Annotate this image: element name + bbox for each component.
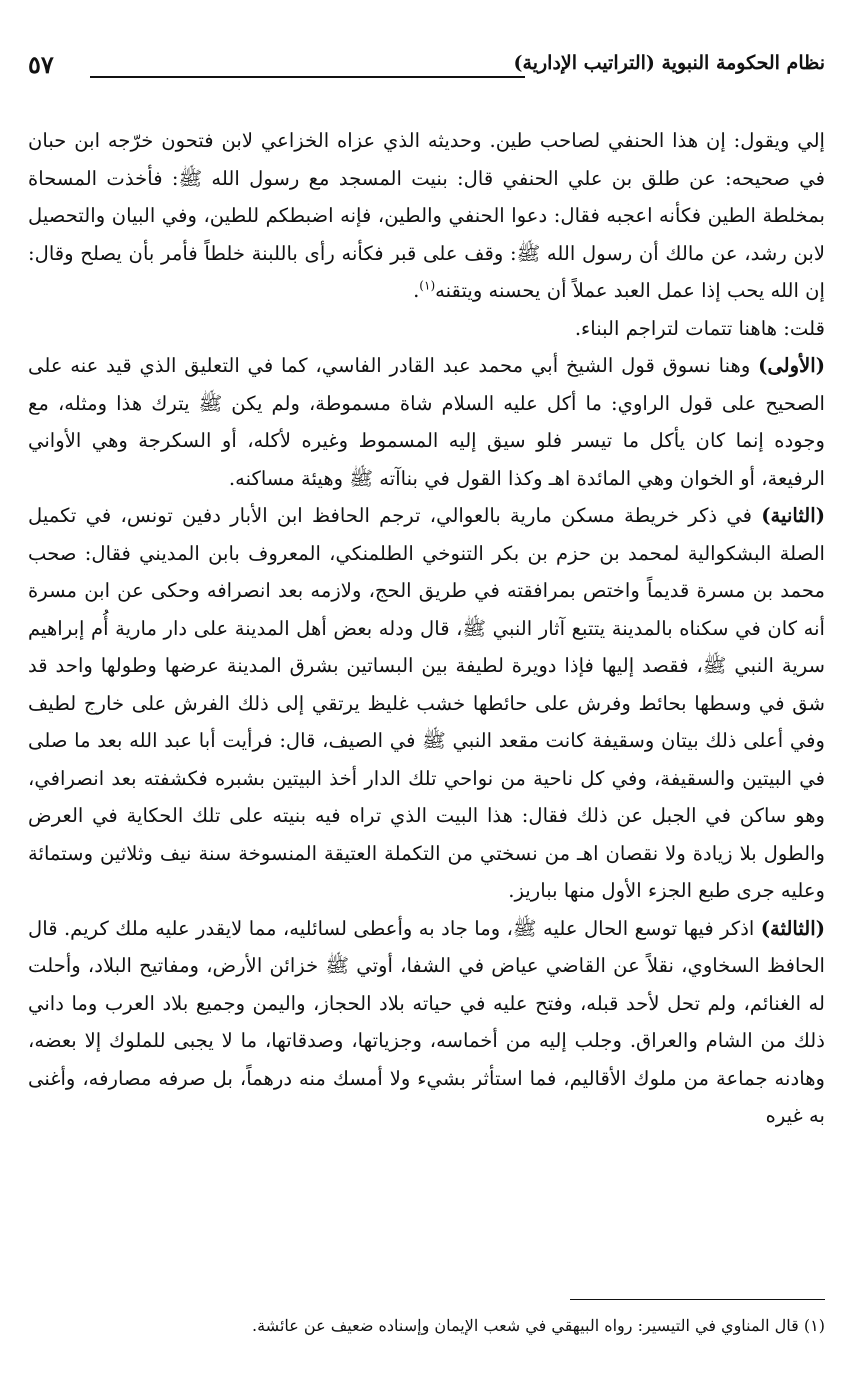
body-text: [28, 122, 825, 1135]
paragraph-3: [28, 347, 825, 497]
running-header: [28, 52, 825, 86]
paragraph-4-text: في ذكر خريطة مسكن مارية بالعوالي، ترجم الحافظ ابن الأبار دفين تونس، في تكميل الصلة البشكوالية لمحمد بن حزم بن بكر التنوخي الطلمنكي، المعروف بابن المديني فقال: صحب محمد بن مسرة قديماً واختص بمرافقته في طريق الحج، ولازمه بعد انصرافه وحكى عن ابن مسرة أنه كان في سكناه بالمدينة يتتبع آثار النبي ﷺ، قال ودله بعض أهل المدينة على دار مارية أُم إبراهيم سرية النبي ﷺ، فقصد إليها فإذا دويرة لطيفة بين البساتين بشرق المدينة عرضها وطولها واحد قد شق في وسطها بحائط وفرش على حائطها خشب غليظ يرتقي إلى ذلك الفرش على خارج لطيف وفي أعلى ذلك بيتان وسقيفة كانت مقعد النبي ﷺ في الصيف، قال: فرأيت أبا عبد الله بعد ما صلى في البيتين والسقيفة، وفي كل ناحية من نواحي تلك الدار أخذ البيتين بشبره فكشفته بعد انصرافي، وهو ساكن في الجبل عن ذلك فقال: هذا البيت الذي تراه فيه بنيته على تلك الحكاية في العرض والطول بلا زيادة ولا نقصان اهـ من نسختي من التكملة العتيقة المنسوخة سنة نيف وثلاثين وستمائة وعليه جرى طبع الجزء الأول منها بباريز.: [28, 504, 825, 902]
paragraph-2-text: قلت: هاهنا تتمات لتراجم البناء.: [574, 316, 825, 340]
paragraph-5: [28, 910, 825, 1135]
header-rule: [90, 76, 525, 78]
paragraph-2: [28, 310, 825, 348]
footnote-reference[interactable]: (١): [419, 278, 436, 293]
footnote-separator: [570, 1299, 825, 1300]
paragraph-3-lead: (الأولى): [758, 354, 825, 377]
paragraph-4-lead: (الثانية): [761, 504, 825, 527]
paragraph-1-tail: .: [413, 279, 420, 302]
paragraph-5-lead: (الثالثة): [760, 916, 825, 940]
paragraph-5-text: اذكر فيها توسع الحال عليه ﷺ، وما جاد به وأعطى لسائليه، مما لايقدر عليه ملك كريم. قال الحافظ السخاوي، نقلاً عن القاضي عياض في الشفا، أوتي ﷺ خزائن الأرض، ومفاتيح البلاد، وأحلت له الغنائم، ولم تحل لأحد قبله، وفتح عليه في حياته بلاد الحجاز، واليمن وجميع بلاد العرب وما داني ذلك من الشام والعراق. وجلب إليه من أخماسه، وجزياتها، وصدقاتها، ما لا يجبى للملوك إلا بعضه، وهادنه جماعة من ملوك الأقاليم، فما استأثر بشيء ولا أمسك منه درهماً، بل صرفه مصارفه، وأغنى به غيره: [28, 916, 825, 1127]
footnote: [28, 1314, 825, 1338]
paragraph-4: [28, 497, 825, 910]
footnote-text: قال المناوي في التيسير: رواه البيهقي في شعب الإيمان وإسناده ضعيف عن عائشة.: [252, 1316, 799, 1335]
paragraph-1: [28, 122, 825, 310]
page-number: ٥٧: [28, 50, 54, 79]
header-title: نظام الحكومة النبوية (التراتيب الإدارية): [513, 52, 825, 74]
paragraph-3-text: وهنا نسوق قول الشيخ أبي محمد عبد القادر الفاسي، كما في التعليق الذي قيد عنه على الصحيح على قول الراوي: ما أكل عليه السلام شاة مسموطة، ولم يكن ﷺ يترك هذا ومثله، مع وجوده إنما كان يأكل ما تيسر فلو سيق إليه المسموط وغيره لأكله، أو السكرجة وهي الأواني الرفيعة، أو الخوان وهي المائدة اهـ وكذا القول في بناآته ﷺ وهيئة مساكنه.: [28, 354, 825, 490]
paragraph-1-text: إلي ويقول: إن هذا الحنفي لصاحب طين. وحديثه الذي عزاه الخزاعي لابن فتحون خرّجه ابن حبان في صحيحه: عن طلق بن علي الحنفي قال: بنيت المسجد مع رسول الله ﷺ: فأخذت المسحاة بمخلطة الطين فكأنه اعجبه فقال: دعوا الحنفي والطين، فإنه اضبطكم للطين، وفي البيان والتحصيل لابن رشد، عن مالك أن رسول الله ﷺ: وقف على قبر فكأنه رأى باللبنة خلطاً فأمر بأن يصلح وقال: إن الله يحب إذا عمل العبد عملاً أن يحسنه ويتقنه: [28, 129, 825, 302]
footnote-marker: (١): [803, 1316, 825, 1335]
